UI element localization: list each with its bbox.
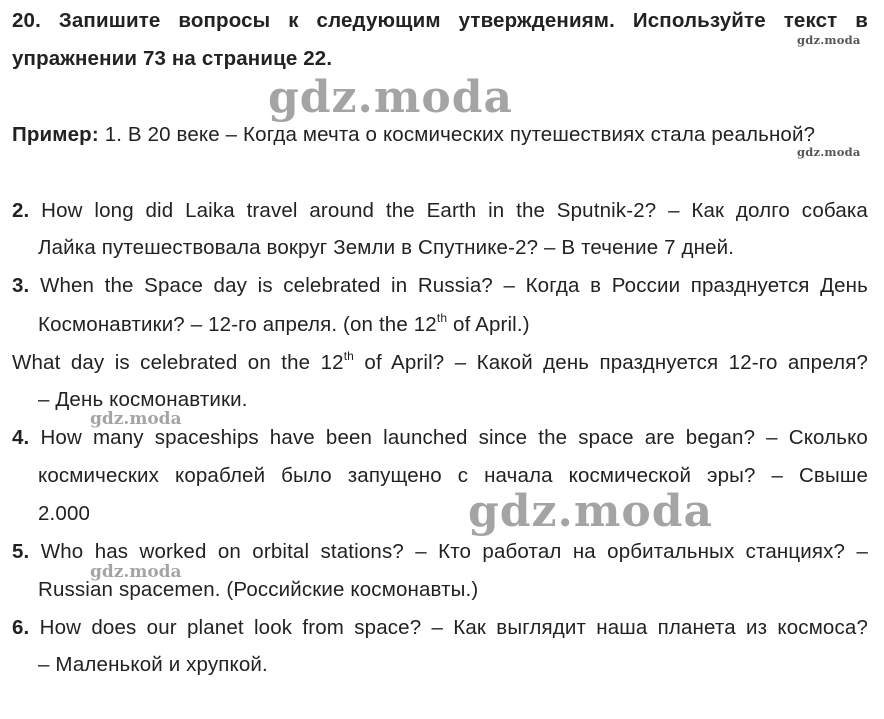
item-text: When the Space day is celebrated in Russia? – Когда в России празднуется День (39, 274, 868, 297)
exercise-instruction-1: Запишите вопросы к следующим утверждениям. Используйте текст в (58, 9, 868, 32)
item-text: How many spaceships have been launched since the space are began? – Сколько (40, 426, 868, 449)
superscript: th (436, 311, 448, 325)
example-label: Пример: (12, 123, 99, 146)
item-number: 6. (12, 616, 30, 639)
watermark-large: gdz.moda (468, 486, 714, 537)
watermark-large: gdz.moda (268, 72, 514, 123)
item-6-line2: – Маленькой и хрупкой. (38, 653, 268, 676)
item-number: 3. (12, 274, 30, 297)
exercise-heading-line2: упражнении 73 на странице 22. (12, 47, 333, 70)
item-5-line2: Russian spacemen. (Российские космонавты.) (38, 578, 479, 601)
item-text: How long did Laika travel around the Earth in the Sputnik-2? – Как долго собака (41, 199, 868, 222)
example-text: 1. В 20 веке – Когда мечта о космических путешествиях стала реальной? (104, 123, 816, 146)
item-4-line2: космических кораблей было запущено с начала космической эры? – Свыше (38, 464, 868, 487)
item-text: of April? – Какой день празднуется 12-го апреля? (354, 351, 869, 374)
item-2-line2: Лайка путешествовала вокруг Земли в Спутнике-2? – В течение 7 дней. (38, 236, 735, 259)
item-text: of April.) (447, 313, 530, 336)
superscript: th (343, 349, 355, 363)
exercise-number: 20. (12, 9, 41, 32)
item-3-line1 (12, 273, 868, 299)
exercise-heading-line1 (12, 8, 868, 34)
item-number: 4. (12, 426, 30, 449)
item-number: 2. (12, 199, 30, 222)
watermark: gdz.moda (797, 145, 861, 159)
item-6-line1 (12, 615, 868, 641)
item-number: 5. (12, 540, 30, 563)
item-text: Who has worked on orbital stations? – Кто работал на орбитальных станциях? – (40, 540, 868, 563)
item-text: How does our planet look from space? – Как выглядит наша планета из космоса? (39, 616, 868, 639)
watermark-medium: gdz.moda (90, 562, 182, 582)
item-text: What day is celebrated on the 12 (12, 351, 344, 374)
item-3-line2 (38, 312, 530, 340)
item-3-extra-line1 (12, 350, 868, 378)
watermark-medium: gdz.moda (90, 409, 182, 429)
item-2-line1 (12, 198, 868, 224)
item-4-line3: 2.000 (38, 502, 91, 525)
watermark: gdz.moda (797, 33, 861, 47)
example-line (12, 122, 815, 148)
item-text: Космонавтики? – 12-го апреля. (on the 12 (38, 313, 437, 336)
item-3-extra-line2: – День космонавтики. (38, 388, 248, 411)
item-4-line1 (12, 425, 868, 451)
